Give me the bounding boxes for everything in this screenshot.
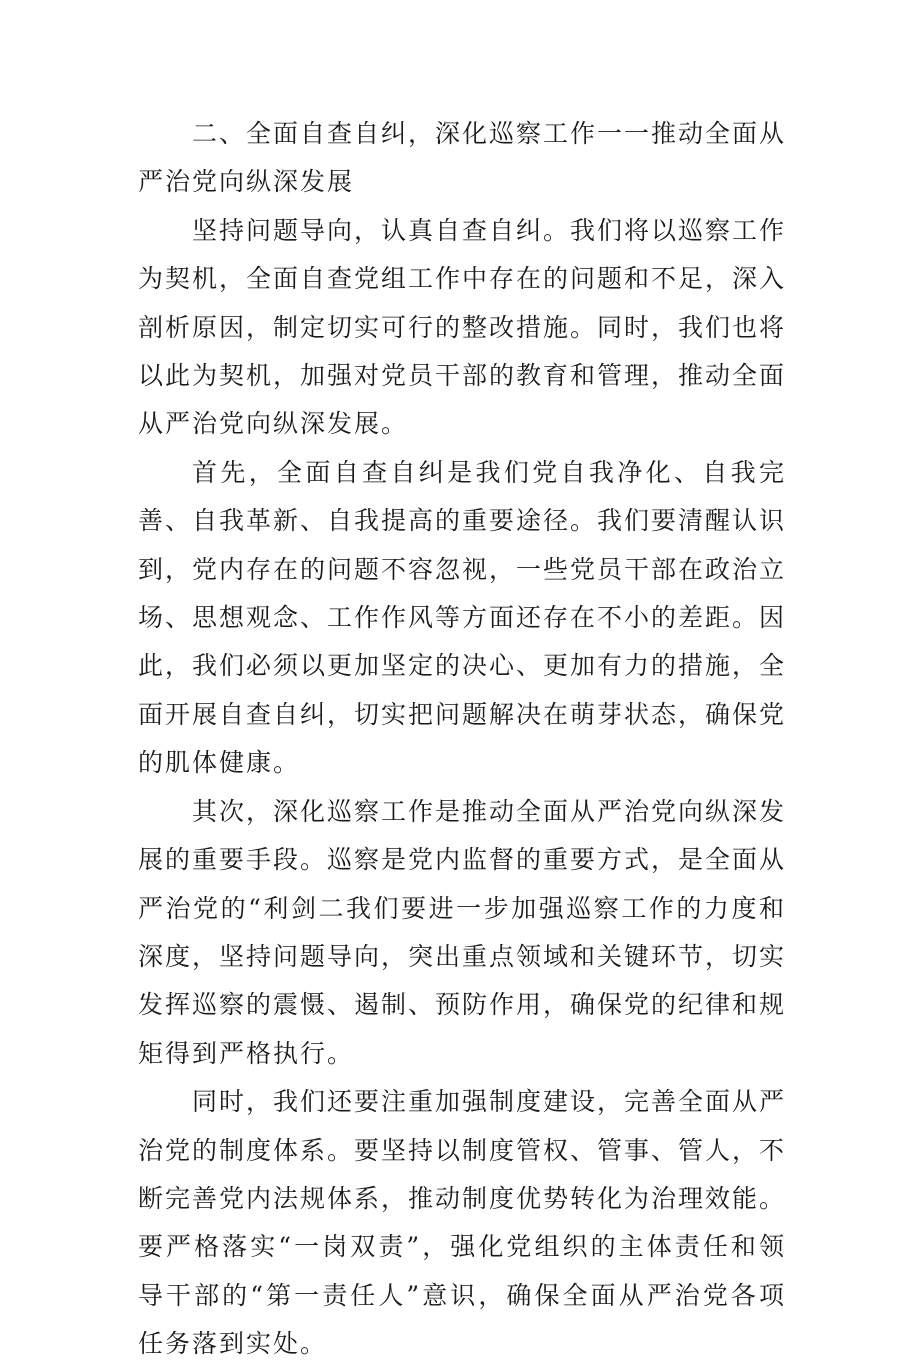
paragraph-4: 同时，我们还要注重加强制度建设，完善全面从严治党的制度体系。要坚持以制度管权、管事、管人，不断完善党内法规体系，推动制度优势转化为治理效能。要严格落实“一岗双责”，强化党组织的主体责任和领导干部的“第一责任人”意识，确保全面从严治党各项任务落到实处。 <box>138 1087 787 1359</box>
paragraph-2: 首先，全面自查自纠是我们党自我净化、自我完善、自我革新、自我提高的重要途径。我们要清醒认识到，党内存在的问题不容忽视，一些党员干部在政治立场、思想观念、工作作风等方面还存在不小的差距。因此，我们必须以更加坚定的决心、更加有力的措施，全面开展自查自纠，切实把问题解决在萌芽状态，确保党的肌体健康。 <box>138 457 787 778</box>
section-heading: 二、全面自查自纠，深化巡察工作一一推动全面从严治党向纵深发展 <box>138 119 787 197</box>
paragraph-3: 其次，深化巡察工作是推动全面从严治党向纵深发展的重要手段。巡察是党内监督的重要方式，是全面从严治党的“利剑二我们要进一步加强巡察工作的力度和深度，坚持问题导向，突出重点领域和关键环节，切实发挥巡察的震慑、遏制、预防作用，确保党的纪律和规矩得到严格执行。 <box>138 796 787 1068</box>
paragraph-1: 坚持问题导向，认真自查自纠。我们将以巡察工作为契机，全面自查党组工作中存在的问题和不足，深入剖析原因，制定切实可行的整改措施。同时，我们也将以此为契机，加强对党员干部的教育和管理，推动全面从严治党向纵深发展。 <box>138 215 787 439</box>
document-body <box>138 110 786 1369</box>
